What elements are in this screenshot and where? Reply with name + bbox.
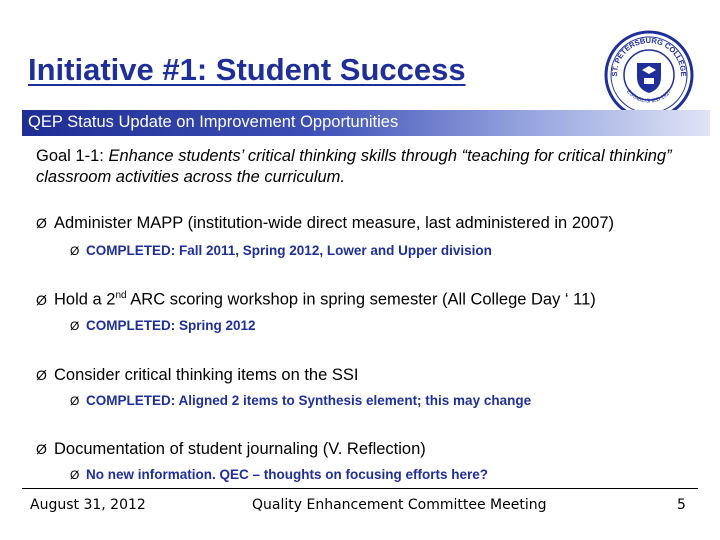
goal-prefix: Goal 1-1:	[36, 147, 109, 165]
arrow-bullet-icon: Ø	[70, 244, 80, 258]
bullet-text-before: Hold a 2	[54, 290, 116, 309]
bullet-text: Consider critical thinking items on the SSI	[54, 366, 359, 384]
arrow-bullet-icon: Ø	[70, 394, 80, 408]
bullet-item	[36, 366, 358, 385]
banner-text: QEP Status Update on Improvement Opportunities	[28, 113, 399, 131]
bullet-text: Documentation of student journaling (V. Reflection)	[54, 440, 426, 458]
page-number: 5	[677, 497, 686, 513]
college-seal-logo	[604, 30, 694, 120]
bullet-text: Administer MAPP (institution-wide direct measure, last administered in 2007)	[54, 214, 615, 232]
arrow-bullet-icon: Ø	[36, 367, 47, 383]
arrow-bullet-icon: Ø	[70, 468, 80, 482]
seal-bottom-text: ESTABLISHED 1927	[625, 88, 673, 105]
bullet-item	[36, 214, 614, 233]
sub-bullet-text: COMPLETED: Spring 2012	[86, 318, 256, 333]
sub-bullet-text: COMPLETED: Aligned 2 items to Synthesis element; this may change	[86, 393, 532, 408]
goal-text: Enhance students’ critical thinking skills through “teaching for critical thinking” classroom activities across the curriculum.	[36, 147, 672, 186]
sub-bullet-text: No new information. QEC – thoughts on focusing efforts here?	[86, 467, 489, 482]
footer-date: August 31, 2012	[30, 497, 146, 513]
subtitle-banner	[22, 110, 710, 136]
bullet-superscript: nd	[115, 290, 127, 301]
sub-bullet-text: COMPLETED: Fall 2011, Spring 2012, Lower and Upper division	[86, 243, 492, 258]
bullet-item	[36, 290, 596, 310]
goal-statement	[36, 146, 676, 188]
sub-bullet-item	[70, 467, 488, 482]
arrow-bullet-icon: Ø	[70, 319, 80, 333]
slide-title: Initiative #1: Student Success	[28, 52, 466, 87]
bullet-item	[36, 440, 426, 459]
arrow-bullet-icon: Ø	[36, 291, 47, 308]
footer-title: Quality Enhancement Committee Meeting	[252, 497, 547, 513]
sub-bullet-item	[70, 243, 492, 258]
bullet-text-after: ARC scoring workshop in spring semester (All College Day ‘ 11)	[126, 290, 596, 309]
arrow-bullet-icon: Ø	[36, 441, 47, 457]
footer-divider	[22, 488, 698, 489]
sub-bullet-item	[70, 318, 256, 333]
arrow-bullet-icon: Ø	[36, 215, 47, 231]
sub-bullet-item	[70, 393, 531, 408]
seal-ring-text: ST. PETERSBURG COLLEGE	[609, 35, 689, 77]
